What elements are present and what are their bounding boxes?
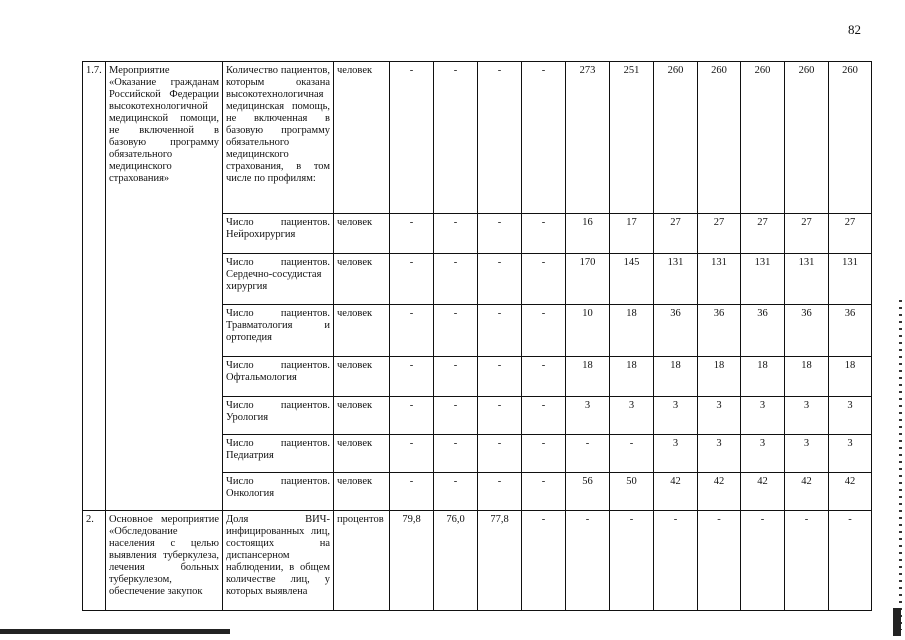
unit: человек xyxy=(334,305,390,357)
indicator-name: Число пациентов. Офтальмология xyxy=(223,357,334,397)
value-cell: - xyxy=(522,473,566,511)
value-cell: 42 xyxy=(698,473,741,511)
value-cell: 260 xyxy=(829,62,872,214)
value-cell: - xyxy=(434,214,478,254)
value-cell: 18 xyxy=(698,357,741,397)
value-cell: - xyxy=(478,473,522,511)
value-cell: 18 xyxy=(654,357,698,397)
value-cell: 18 xyxy=(610,357,654,397)
indicator-name: Количество пациентов, которым оказана высокотехнологичная медицинская помощь, не включенная в базовую программу обязательного медицинского страхования, в том числе по профилям: xyxy=(223,62,334,214)
value-cell: 50 xyxy=(610,473,654,511)
value-cell: - xyxy=(522,62,566,214)
measure-name: Мероприятие «Оказание гражданам Российской Федерации высокотехнологичной медицинской помощи, не включенной в базовую программу обязательного медицинского страхования» xyxy=(106,62,223,511)
unit: человек xyxy=(334,397,390,435)
table-row xyxy=(83,511,872,611)
value-cell: 273 xyxy=(566,62,610,214)
measure-name: Основное мероприятие «Обследование населения с целью выявления туберкулеза, лечения больных туберкулезом, обеспечение закупок xyxy=(106,511,223,611)
value-cell: - xyxy=(522,435,566,473)
value-cell: 77,8 xyxy=(478,511,522,611)
value-cell: 56 xyxy=(566,473,610,511)
value-cell: 3 xyxy=(741,397,785,435)
value-cell: 251 xyxy=(610,62,654,214)
value-cell: - xyxy=(434,62,478,214)
value-cell: - xyxy=(522,214,566,254)
value-cell: 27 xyxy=(829,214,872,254)
value-cell: 3 xyxy=(741,435,785,473)
value-cell: - xyxy=(434,397,478,435)
value-cell: 27 xyxy=(654,214,698,254)
unit: человек xyxy=(334,214,390,254)
unit: человек xyxy=(334,435,390,473)
value-cell: - xyxy=(478,305,522,357)
value-cell: - xyxy=(829,511,872,611)
value-cell: - xyxy=(390,473,434,511)
table-row xyxy=(83,62,872,214)
value-cell: 79,8 xyxy=(390,511,434,611)
value-cell: - xyxy=(522,305,566,357)
indicator-name: Число пациентов. Травматология и ортопедия xyxy=(223,305,334,357)
value-cell: 36 xyxy=(654,305,698,357)
scan-bottom-bar xyxy=(0,629,230,634)
value-cell: - xyxy=(654,511,698,611)
value-cell: - xyxy=(390,305,434,357)
value-cell: - xyxy=(390,397,434,435)
value-cell: 18 xyxy=(829,357,872,397)
value-cell: - xyxy=(390,435,434,473)
indicator-name: Доля ВИЧ-инфицированных лиц, состоящих на диспансерном наблюдении, в общем количестве лиц, у которых выявлена xyxy=(223,511,334,611)
scan-edge-marks xyxy=(899,300,902,630)
value-cell: - xyxy=(478,254,522,305)
value-cell: - xyxy=(785,511,829,611)
value-cell: 131 xyxy=(741,254,785,305)
value-cell: - xyxy=(610,511,654,611)
program-indicators-table xyxy=(82,61,872,611)
value-cell: 260 xyxy=(654,62,698,214)
indicator-name: Число пациентов. Онкология xyxy=(223,473,334,511)
value-cell: 3 xyxy=(698,435,741,473)
value-cell: - xyxy=(610,435,654,473)
value-cell: 16 xyxy=(566,214,610,254)
unit: человек xyxy=(334,357,390,397)
value-cell: 3 xyxy=(785,435,829,473)
value-cell: 42 xyxy=(654,473,698,511)
value-cell: - xyxy=(434,305,478,357)
value-cell: 36 xyxy=(785,305,829,357)
indicator-name: Число пациентов. Сердечно-сосудистая хирургия xyxy=(223,254,334,305)
value-cell: 27 xyxy=(785,214,829,254)
unit: человек xyxy=(334,254,390,305)
value-cell: 18 xyxy=(566,357,610,397)
value-cell: - xyxy=(478,214,522,254)
value-cell: 27 xyxy=(698,214,741,254)
value-cell: 10 xyxy=(566,305,610,357)
value-cell: - xyxy=(434,473,478,511)
row-number: 1.7. xyxy=(83,62,106,511)
indicator-name: Число пациентов. Нейрохирургия xyxy=(223,214,334,254)
value-cell: 260 xyxy=(785,62,829,214)
value-cell: - xyxy=(566,435,610,473)
value-cell: - xyxy=(522,357,566,397)
value-cell: - xyxy=(434,357,478,397)
value-cell: 3 xyxy=(566,397,610,435)
unit: процентов xyxy=(334,511,390,611)
value-cell: 3 xyxy=(829,435,872,473)
value-cell: 131 xyxy=(698,254,741,305)
value-cell: 36 xyxy=(698,305,741,357)
value-cell: 42 xyxy=(785,473,829,511)
value-cell: 3 xyxy=(698,397,741,435)
value-cell: - xyxy=(390,357,434,397)
value-cell: 42 xyxy=(741,473,785,511)
value-cell: 76,0 xyxy=(434,511,478,611)
page-number: 82 xyxy=(848,22,861,37)
value-cell: - xyxy=(478,357,522,397)
value-cell: 18 xyxy=(610,305,654,357)
value-cell: 3 xyxy=(785,397,829,435)
value-cell: 131 xyxy=(785,254,829,305)
value-cell: 260 xyxy=(698,62,741,214)
value-cell: - xyxy=(390,214,434,254)
indicator-name: Число пациентов. Урология xyxy=(223,397,334,435)
value-cell: 3 xyxy=(654,397,698,435)
value-cell: 27 xyxy=(741,214,785,254)
unit: человек xyxy=(334,62,390,214)
value-cell: 3 xyxy=(610,397,654,435)
value-cell: - xyxy=(741,511,785,611)
value-cell: - xyxy=(478,397,522,435)
value-cell: 36 xyxy=(741,305,785,357)
scan-corner-mark xyxy=(893,608,901,636)
value-cell: 3 xyxy=(654,435,698,473)
value-cell: - xyxy=(522,254,566,305)
value-cell: 131 xyxy=(654,254,698,305)
value-cell: 17 xyxy=(610,214,654,254)
value-cell: - xyxy=(478,62,522,214)
row-number: 2. xyxy=(83,511,106,611)
value-cell: - xyxy=(522,397,566,435)
indicator-name: Число пациентов. Педиатрия xyxy=(223,435,334,473)
value-cell: - xyxy=(522,511,566,611)
value-cell: 42 xyxy=(829,473,872,511)
value-cell: 170 xyxy=(566,254,610,305)
value-cell: 36 xyxy=(829,305,872,357)
value-cell: - xyxy=(390,62,434,214)
value-cell: - xyxy=(698,511,741,611)
value-cell: 145 xyxy=(610,254,654,305)
unit: человек xyxy=(334,473,390,511)
value-cell: 18 xyxy=(741,357,785,397)
value-cell: 131 xyxy=(829,254,872,305)
value-cell: 18 xyxy=(785,357,829,397)
value-cell: - xyxy=(434,435,478,473)
value-cell: 260 xyxy=(741,62,785,214)
value-cell: - xyxy=(566,511,610,611)
value-cell: 3 xyxy=(829,397,872,435)
value-cell: - xyxy=(478,435,522,473)
value-cell: - xyxy=(434,254,478,305)
value-cell: - xyxy=(390,254,434,305)
